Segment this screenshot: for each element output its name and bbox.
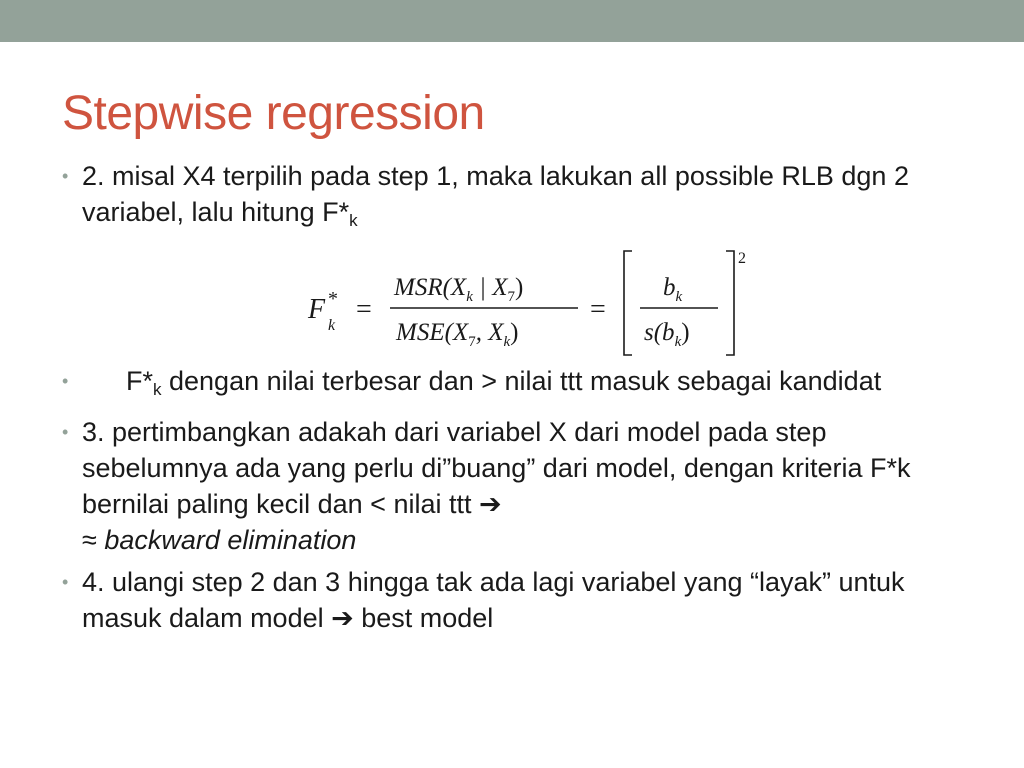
arrow-icon: ➔ bbox=[331, 603, 354, 633]
fk-description: dengan nilai terbesar dan > nilai ttt masuk sebagai kandidat bbox=[161, 366, 882, 396]
formula-ratio-denominator: $s(b_k)$ bbox=[644, 319, 690, 350]
bracket-right bbox=[726, 251, 734, 355]
subscript: k bbox=[153, 380, 162, 399]
formula-equals-1: = bbox=[356, 294, 372, 325]
formula-lhs-sub: k bbox=[328, 317, 336, 334]
formula-equals-2: = bbox=[590, 294, 606, 325]
bullet-dot: • bbox=[62, 166, 69, 186]
bullet-text: 2. misal X4 terpilih pada step 1, maka lakukan all possible RLB dgn 2 variabel, lalu hitung F* bbox=[82, 161, 909, 227]
bullet-dot: • bbox=[62, 422, 69, 442]
formula-lhs-sup: * bbox=[328, 288, 338, 310]
bullet-dot: • bbox=[62, 572, 69, 592]
formula-denominator: $MSE(X_7$, $X_k$) bbox=[396, 319, 519, 350]
top-accent-bar bbox=[0, 0, 1024, 42]
arrow-icon: ➔ bbox=[478, 489, 502, 519]
slide-title: Stepwise regression bbox=[62, 87, 485, 140]
slide-content bbox=[62, 158, 972, 636]
formula-power: 2 bbox=[738, 250, 746, 267]
bracket-left bbox=[624, 251, 632, 355]
bullet-step-2 bbox=[62, 158, 972, 239]
bullet-fk-candidate bbox=[62, 363, 972, 408]
backward-elimination-label: backward elimination bbox=[104, 525, 357, 555]
formula-lhs: F bbox=[308, 294, 326, 325]
f-star-formula bbox=[302, 245, 822, 363]
bullet-text bbox=[82, 363, 972, 408]
bullet-dot: • bbox=[62, 371, 69, 391]
bullet-step-3 bbox=[62, 414, 972, 558]
bullet-text: 3. pertimbangkan adakah dari variabel X dari model pada step sebelumnya ada yang perlu di”buang” dari model, dengan kriteria F*k bernilai paling kecil dan < nilai ttt bbox=[82, 417, 911, 519]
fk-label: F* bbox=[126, 366, 153, 396]
bullet-step-4 bbox=[62, 564, 972, 636]
subscript: k bbox=[349, 211, 358, 230]
formula-block bbox=[62, 245, 972, 363]
bullet-text: 4. ulangi step 2 dan 3 hingga tak ada lagi variabel yang “layak” untuk masuk dalam model bbox=[82, 567, 905, 633]
formula-ratio-numerator: $b_k$ bbox=[663, 274, 683, 305]
best-model-label: best model bbox=[353, 603, 494, 633]
formula-numerator: $MSR(X_k$ | $X_7$) bbox=[394, 274, 524, 305]
approx-symbol: ≈ bbox=[82, 525, 105, 555]
